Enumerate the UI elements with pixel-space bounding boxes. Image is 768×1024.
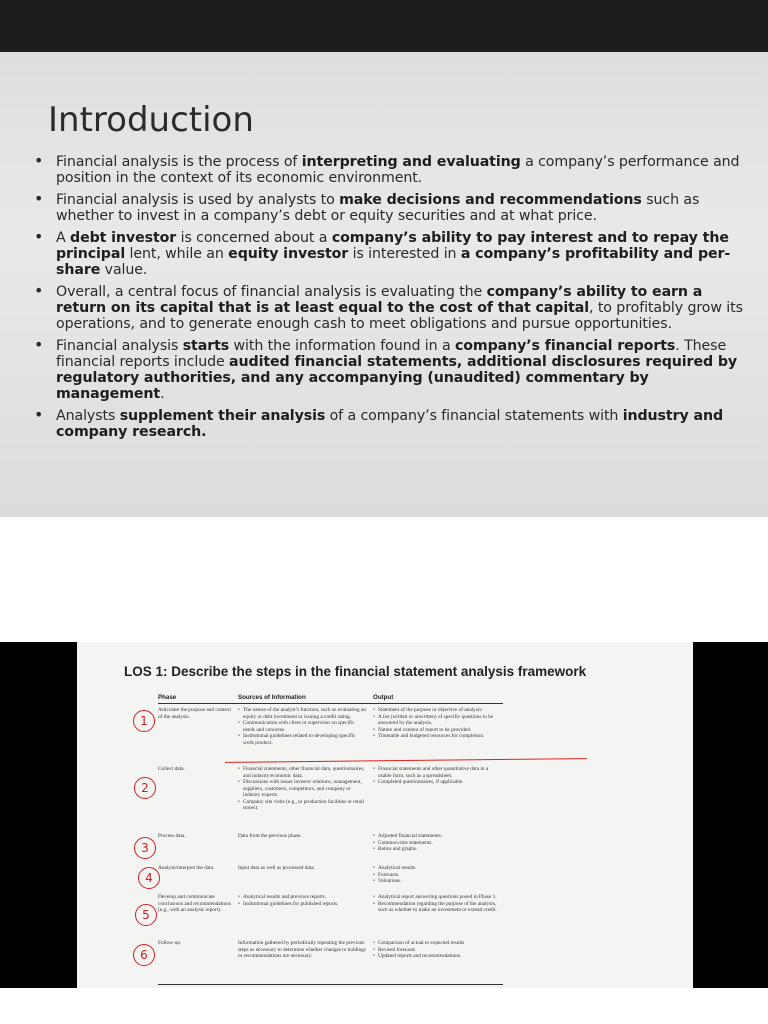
header-output: Output (373, 694, 394, 701)
slide-bullet (30, 154, 755, 186)
table-list-item: • The nature of the analyst’s function, such as evaluating an equity or debt investment or issuing a credit rating. (238, 707, 366, 720)
slide-bullet (30, 284, 755, 332)
slide-bullet (30, 338, 755, 402)
output-cell (373, 707, 501, 740)
sources-cell: Data from the previous phase. (238, 833, 302, 839)
red-pen-underline (225, 758, 587, 763)
bullet-bold-text: interpreting and evaluating (301, 154, 521, 170)
bullet-text: of a company’s financial statements with (325, 408, 623, 424)
table-list-item: • Analytical results and previous reports. (238, 894, 366, 901)
bullet-text: A (56, 230, 71, 246)
table-list-item: • Comparison of actual to expected results (373, 940, 501, 947)
bullet-text: is concerned about a (176, 230, 332, 246)
table-list-item: • Valuations. (373, 878, 501, 885)
bullet-bold-text: supplement their analysis (119, 408, 326, 424)
los-title: LOS 1: Describe the steps in the financial statement analysis framework (124, 664, 587, 679)
slide-bullet-list (30, 154, 755, 446)
bullet-text: value. (100, 262, 148, 278)
bullet-text: with the information found in a (229, 338, 455, 354)
table-list-item: • Forecasts. (373, 872, 501, 879)
step-number-circle: 5 (135, 904, 157, 926)
output-cell (373, 894, 501, 914)
bullet-text: Financial analysis is used by analysts to (56, 192, 340, 208)
step-number-circle: 1 (133, 710, 155, 732)
table-list-item: • A list (written or unwritten) of specific questions to be answered by the analysis. (373, 714, 501, 727)
output-cell (373, 865, 501, 885)
bullet-text: . (160, 386, 165, 402)
output-cell (373, 833, 501, 853)
phase-cell: Articulate the purpose and context of the analysis. (158, 707, 231, 720)
sources-cell (238, 766, 366, 812)
bullet-bold-text: a company’s profitability and per-share (56, 246, 731, 278)
sources-cell (238, 894, 366, 907)
table-list-item: • Revised forecasts (373, 947, 501, 954)
table-list-item: • Timetable and budgeted resources for completion. (373, 733, 501, 740)
bullet-text: . These financial reports include (56, 338, 727, 370)
bullet-text: lent, while an (125, 246, 229, 262)
bullet-text: a company’s performance and position in the context of its economic environment. (56, 154, 740, 186)
page-gap (0, 517, 768, 642)
phase-cell: Process data. (158, 833, 186, 839)
table-list-item: • Ratios and graphs. (373, 846, 501, 853)
bullet-bold-text: industry and company research. (56, 408, 723, 440)
bullet-bold-text: equity investor (228, 246, 349, 262)
sources-cell: Input data as well as processed data. (238, 865, 315, 871)
sources-cell (238, 707, 366, 746)
table-list-item: • Analytical results. (373, 865, 501, 872)
bullet-text: Financial analysis (56, 338, 183, 354)
bullet-bold-text: company’s financial reports (454, 338, 676, 354)
slide-title: Introduction (48, 100, 254, 140)
table-list-item: • Institutional guidelines for published reports. (238, 901, 366, 908)
table-list-item: • Adjusted financial statements. (373, 833, 501, 840)
output-cell (373, 766, 501, 786)
table-list-item: • Institutional guidelines related to developing specific work product. (238, 733, 366, 746)
bullet-bold-text: company’s ability to earn a return on its capital that is at least equal to the cost of that capital (56, 284, 703, 316)
table-list-item: • Communication with client or supervisor on specific needs and concerns. (238, 720, 366, 733)
table-list-item: • Financial statements and other quantitative data in a usable form, such as a spreadsheet. (373, 766, 501, 779)
bullet-bold-text: debt investor (70, 230, 177, 246)
table-list-item: • Recommendation regarding the purpose of the analysis, such as whether to make an investment or extend credit. (373, 901, 501, 914)
phase-cell: Develop and communicate conclusions and recommendations (e.g., with an analysis report). (158, 894, 231, 913)
header-phase: Phase (158, 694, 177, 701)
phase-cell: Collect data. (158, 766, 185, 772)
step-number-circle: 2 (134, 777, 156, 799)
bullet-text: , to profitably grow its operations, and to generate enough cash to meet obligations and pursue opportunities. (56, 300, 743, 332)
output-cell (373, 940, 501, 960)
slide-bullet (30, 408, 755, 440)
header-rule (158, 703, 503, 704)
bullet-bold-text: make decisions and recommendations (339, 192, 642, 208)
step-number-circle: 6 (133, 944, 155, 966)
bullet-text: such as whether to invest in a company’s debt or equity securities and at what price. (56, 192, 700, 224)
phase-cell: Follow-up. (158, 940, 182, 946)
bullet-bold-text: starts (182, 338, 230, 354)
sources-cell: Information gathered by periodically repeating the previous steps as necessary to determine whether changes to holdings or recommendations are necessary. (238, 940, 366, 959)
bullet-bold-text: audited financial statements, additional disclosures required by regulatory authorities, and any accompanying (unaudited) commentary by management (56, 354, 738, 402)
slide-bullet (30, 230, 755, 278)
header-sources: Sources of Information (238, 694, 306, 701)
textbook-page (77, 642, 693, 988)
presentation-slide (0, 52, 768, 517)
bullet-text: is interested in (348, 246, 461, 262)
table-list-item: • Discussions with issuer investor relations, management, suppliers, customers, competitors, and company or industry experts. (238, 779, 366, 799)
table-list-item: • Statement of the purpose or objective of analysis. (373, 707, 501, 714)
step-number-circle: 4 (138, 867, 160, 889)
bullet-bold-text: company’s ability to pay interest and to repay the principal (56, 230, 729, 262)
bullet-text: Financial analysis is the process of (56, 154, 302, 170)
bullet-text: Overall, a central focus of financial analysis is evaluating the (56, 284, 487, 300)
step-number-circle: 3 (134, 837, 156, 859)
table-bottom-rule (158, 984, 503, 985)
table-list-item: • Financial statements, other financial data, questionnaires, and industry/economic data. (238, 766, 366, 779)
table-list-item: • Analytical report answering questions posed in Phase 1. (373, 894, 501, 901)
table-list-item: • Company site visits (e.g., to production facilities or retail stores). (238, 799, 366, 812)
slide-bullet (30, 192, 755, 224)
table-list-item: • Updated reports and recommendations. (373, 953, 501, 960)
bullet-text: Analysts (56, 408, 120, 424)
phase-cell: Analyze/interpret the data. (158, 865, 215, 871)
table-list-item: • Nature and content of report to be provided. (373, 727, 501, 734)
table-list-item: • Common-size statements. (373, 840, 501, 847)
table-list-item: • Completed questionnaires, if applicable. (373, 779, 501, 786)
